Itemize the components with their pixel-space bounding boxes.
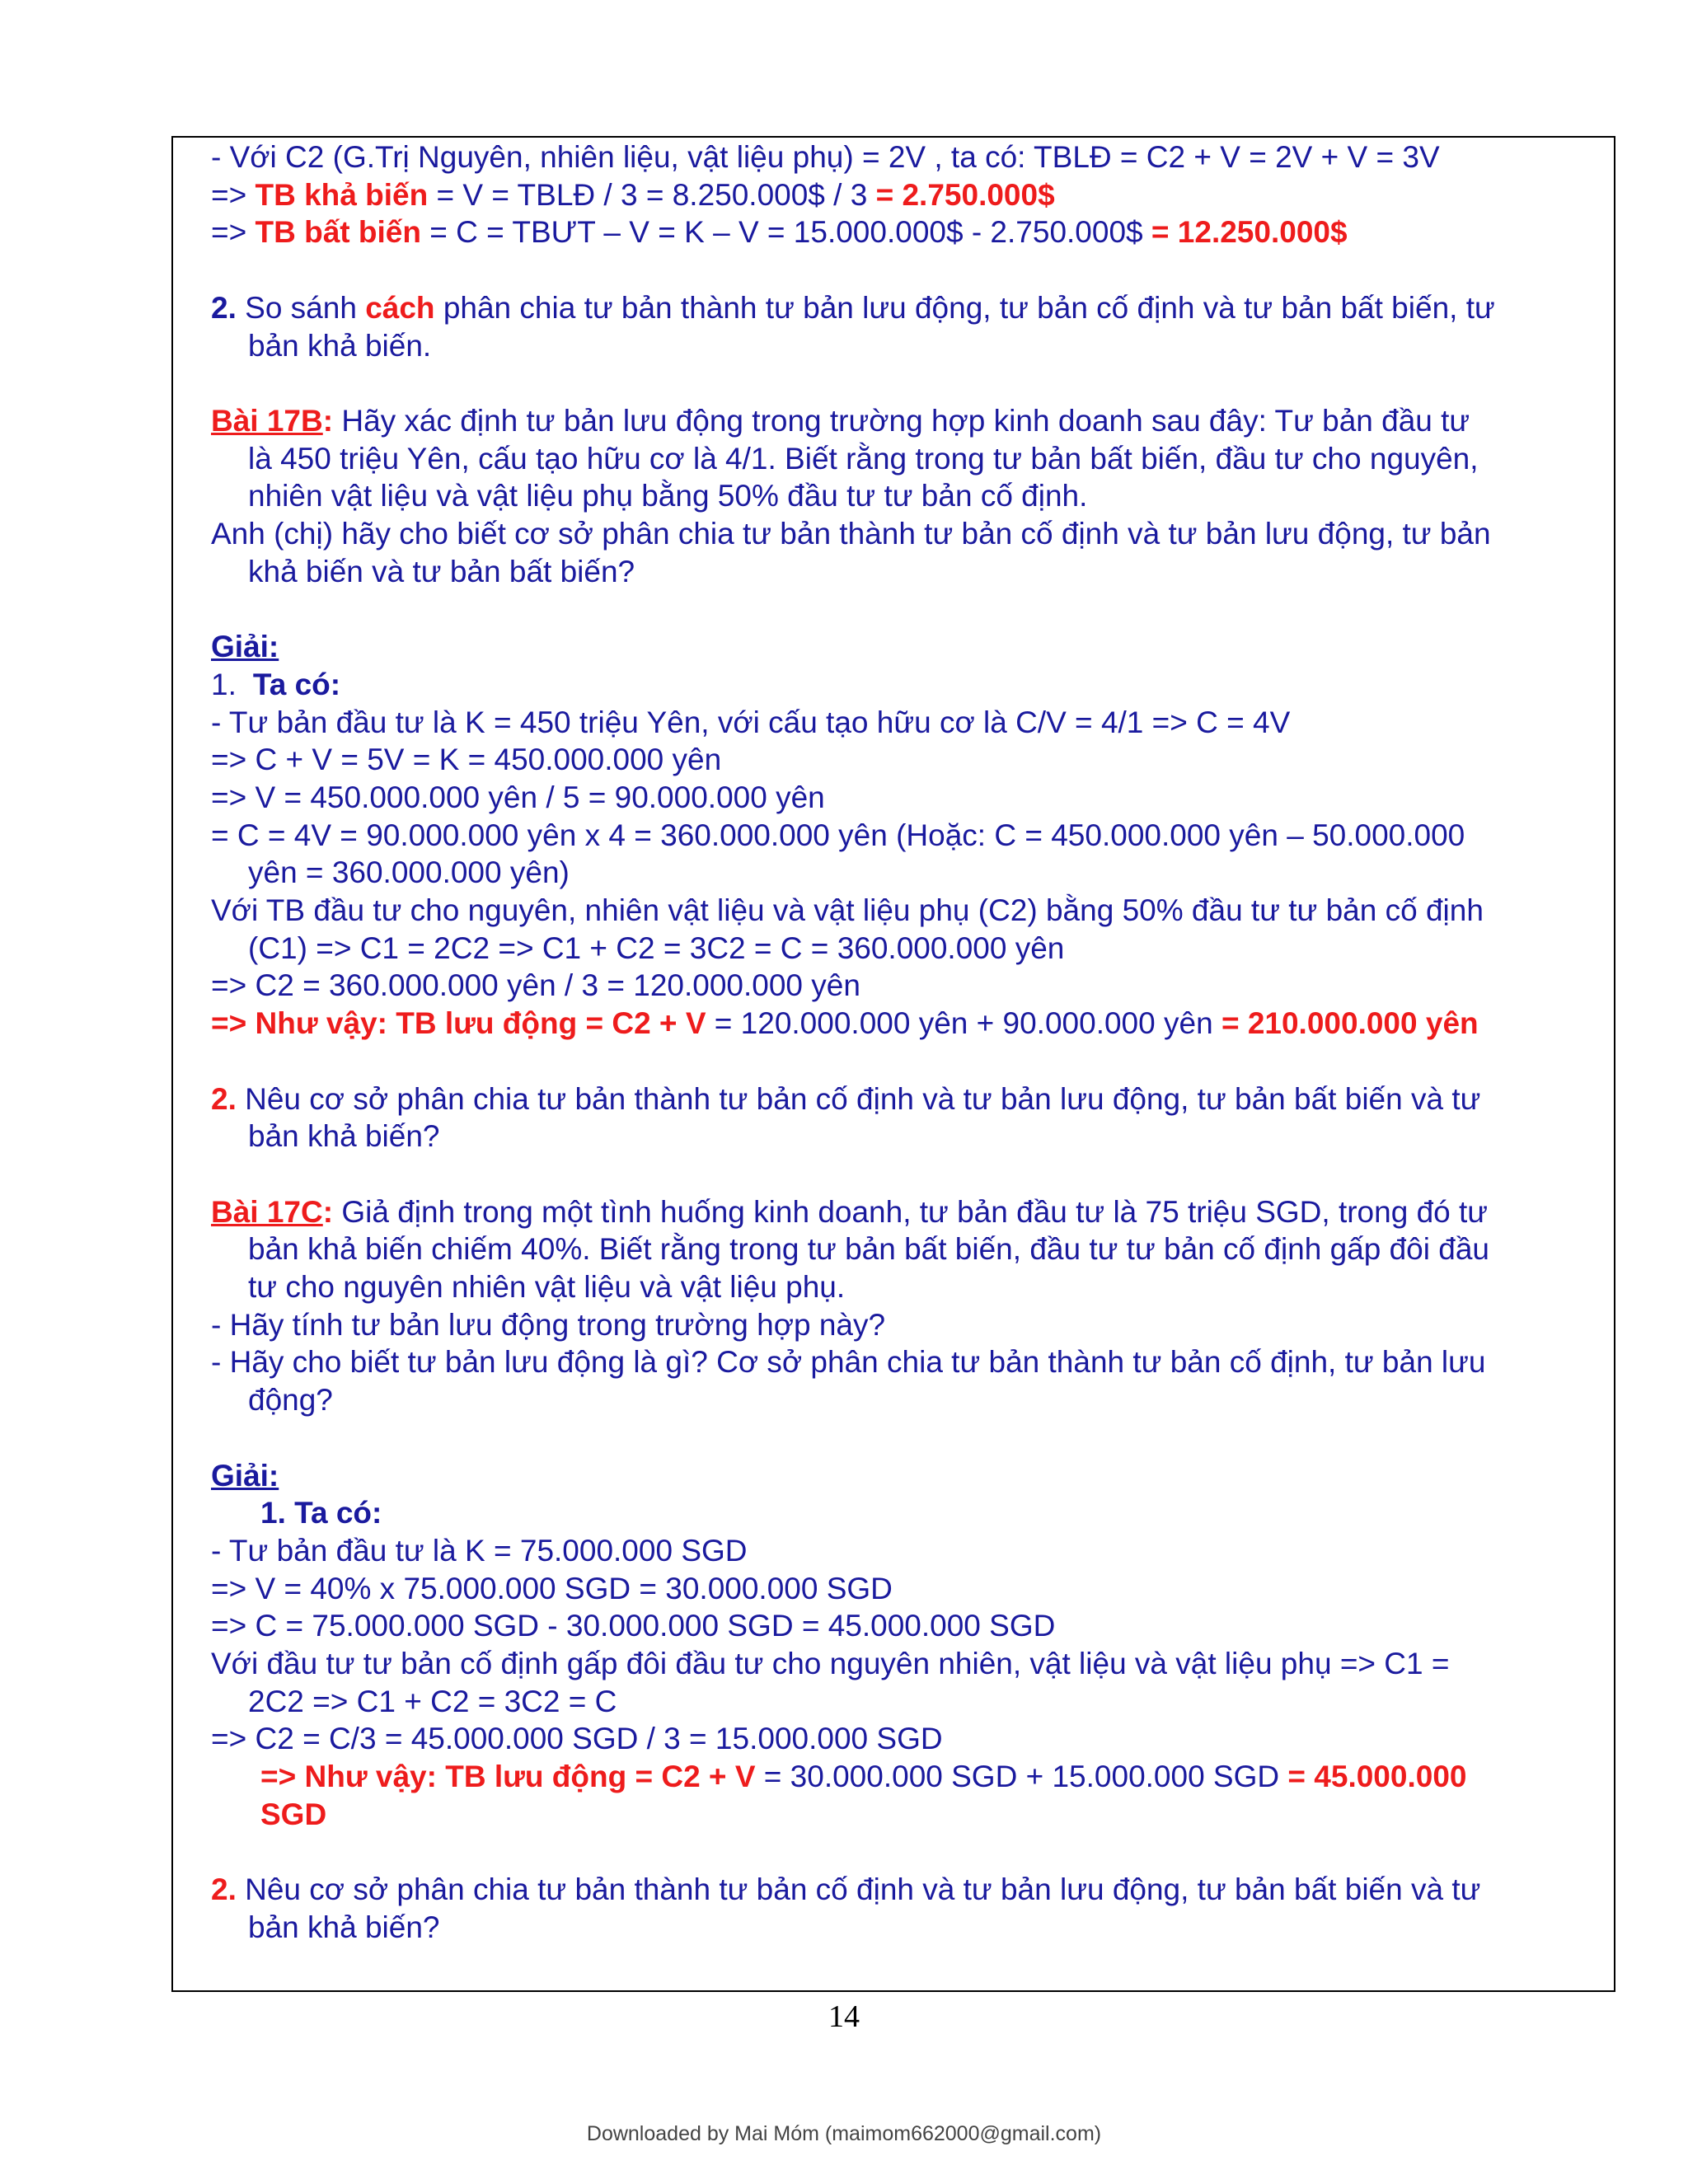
text-span: Giả định trong một tình huống kinh doanh, tư bản đầu tư là 75 triệu SGD, trong đó tư — [333, 1194, 1489, 1229]
step-title: 1. Ta có: — [260, 1496, 382, 1530]
question-number: 2. — [211, 1872, 237, 1907]
question-number: 2. — [211, 290, 237, 325]
question-line — [211, 289, 1604, 327]
result-value: = 12.250.000$ — [1151, 215, 1348, 250]
text-line: => C2 = 360.000.000 yên / 3 = 120.000.000 yên — [211, 968, 860, 1003]
text-line: - Hãy tính tư bản lưu động trong trường hợp này? — [211, 1307, 886, 1342]
question-line — [211, 1080, 1604, 1118]
text-span: = 120.000.000 yên + 90.000.000 yên — [706, 1006, 1221, 1041]
text-span: Nêu cơ sở phân chia tư bản thành tư bản cố định và tư bản lưu động, tư bản bất biến và tư — [236, 1081, 1481, 1116]
text-line: - Tư bản đầu tư là K = 450 triệu Yên, với cấu tạo hữu cơ là C/V = 4/1 => C = 4V — [211, 705, 1291, 739]
exercise-heading-17c — [211, 1193, 1604, 1231]
text-span: Nêu cơ sở phân chia tư bản thành tư bản cố định và tư bản lưu động, tư bản bất biến và tư — [236, 1872, 1481, 1907]
text-span: Hãy xác định tư bản lưu động trong trường hợp kinh doanh sau đây: Tư bản đầu tư — [333, 403, 1470, 438]
result-line — [211, 1796, 1604, 1834]
download-footer: Downloaded by Mai Móm (maimom662000@gmail.com) — [586, 2122, 1102, 2145]
text-line: 2C2 => C1 + C2 = 3C2 = C — [248, 1684, 617, 1718]
text-line: = C = 4V = 90.000.000 yên x 4 = 360.000.000 yên (Hoặc: C = 450.000.000 yên – 50.000.000 — [211, 818, 1465, 852]
variable-capital-term: TB khả biến — [255, 177, 429, 212]
text-line: Với TB đầu tư cho nguyên, nhiên vật liệu và vật liệu phụ (C2) bằng 50% đầu tư tư bản cố định — [211, 893, 1484, 928]
text-line: - Với C2 (G.Trị Nguyên, nhiên liệu, vật liệu phụ) = 2V , ta có: TBLĐ = C2 + V = 2V + V = 3V — [211, 140, 1440, 174]
text-span: = V = TBLĐ / 3 = 8.250.000$ / 3 — [428, 177, 876, 212]
text-line: Với đầu tư tư bản cố định gấp đôi đầu tư cho nguyên nhiên, vật liệu và vật liệu phụ => C1 = — [211, 1647, 1450, 1681]
text-line: => V = 450.000.000 yên / 5 = 90.000.000 yên — [211, 780, 825, 814]
text-line: yên = 360.000.000 yên) — [248, 855, 570, 890]
text-line: là 450 triệu Yên, cấu tạo hữu cơ là 4/1. Biết rằng trong tư bản bất biến, đầu tư cho nguyên, — [248, 441, 1479, 476]
text-line: - Hãy cho biết tư bản lưu động là gì? Cơ sở phân chia tư bản thành tư bản cố định, tư bản lưu — [211, 1345, 1486, 1380]
step-number: 1. — [211, 667, 237, 701]
result-value: = 45.000.000 — [1287, 1760, 1467, 1794]
exercise-label: Bài 17B — [211, 403, 323, 438]
text-line: bản khả biến? — [248, 1119, 440, 1154]
text-line: - Tư bản đầu tư là K = 75.000.000 SGD — [211, 1533, 748, 1568]
question-number: 2. — [211, 1081, 237, 1116]
text-span: = C = TBƯT – V = K – V = 15.000.000$ - 2.750.000$ — [420, 215, 1151, 250]
text-line: động? — [248, 1383, 333, 1418]
text-span: = 30.000.000 SGD + 15.000.000 SGD — [755, 1760, 1288, 1794]
text-span: => — [211, 177, 256, 212]
text-span: : — [322, 403, 334, 438]
solution-heading — [211, 628, 1604, 666]
step-title: Ta có: — [252, 667, 341, 701]
page-number: 14 — [828, 1999, 860, 2034]
step-heading — [211, 1494, 1604, 1532]
emphasis-word: cách — [365, 290, 435, 325]
document-body — [211, 138, 1604, 1947]
constant-capital-term: TB bất biến — [255, 215, 421, 250]
result-line — [211, 1005, 1604, 1043]
result-value: = 2.750.000$ — [875, 177, 1055, 212]
text-line: Anh (chị) hãy cho biết cơ sở phân chia tư bản thành tư bản cố định và tư bản lưu động, tư bản — [211, 517, 1491, 551]
text-span: : — [322, 1194, 334, 1229]
text-span: So sánh — [236, 290, 366, 325]
text-line: => V = 40% x 75.000.000 SGD = 30.000.000 SGD — [211, 1571, 893, 1605]
step-heading — [211, 666, 1604, 704]
text-line: bản khả biến chiếm 40%. Biết rằng trong tư bản bất biến, đầu tư tư bản cố định gấp đôi đầu — [248, 1232, 1489, 1267]
text-line: khả biến và tư bản bất biến? — [248, 554, 635, 588]
text-line: nhiên vật liệu và vật liệu phụ bằng 50% đầu tư tư bản cố định. — [248, 479, 1088, 513]
solution-heading — [211, 1457, 1604, 1495]
text-line — [211, 213, 1604, 251]
solution-label: Giải: — [211, 630, 279, 664]
result-value: SGD — [260, 1797, 327, 1831]
text-line: => C = 75.000.000 SGD - 30.000.000 SGD = 45.000.000 SGD — [211, 1609, 1056, 1643]
exercise-heading-17b — [211, 402, 1604, 440]
text-line: => C + V = 5V = K = 450.000.000 yên — [211, 743, 722, 777]
text-line: (C1) => C1 = 2C2 => C1 + C2 = 3C2 = C = 360.000.000 yên — [248, 930, 1065, 965]
question-line — [211, 1871, 1604, 1909]
text-span: => — [211, 215, 256, 250]
text-line — [211, 176, 1604, 214]
text-line: bản khả biến. — [248, 328, 432, 363]
result-label: => Như vậy: TB lưu động = C2 + V — [211, 1006, 706, 1041]
text-line: => C2 = C/3 = 45.000.000 SGD / 3 = 15.000.000 SGD — [211, 1722, 943, 1756]
solution-label: Giải: — [211, 1458, 279, 1493]
exercise-label: Bài 17C — [211, 1194, 323, 1229]
result-value: = 210.000.000 yên — [1221, 1006, 1479, 1041]
text-line: bản khả biến? — [248, 1910, 440, 1944]
result-line — [211, 1758, 1604, 1796]
text-span: phân chia tư bản thành tư bản lưu động, tư bản cố định và tư bản bất biến, tư — [434, 290, 1495, 325]
result-label: => Như vậy: TB lưu động = C2 + V — [260, 1760, 756, 1794]
text-line: tư cho nguyên nhiên vật liệu và vật liệu phụ. — [248, 1270, 846, 1305]
